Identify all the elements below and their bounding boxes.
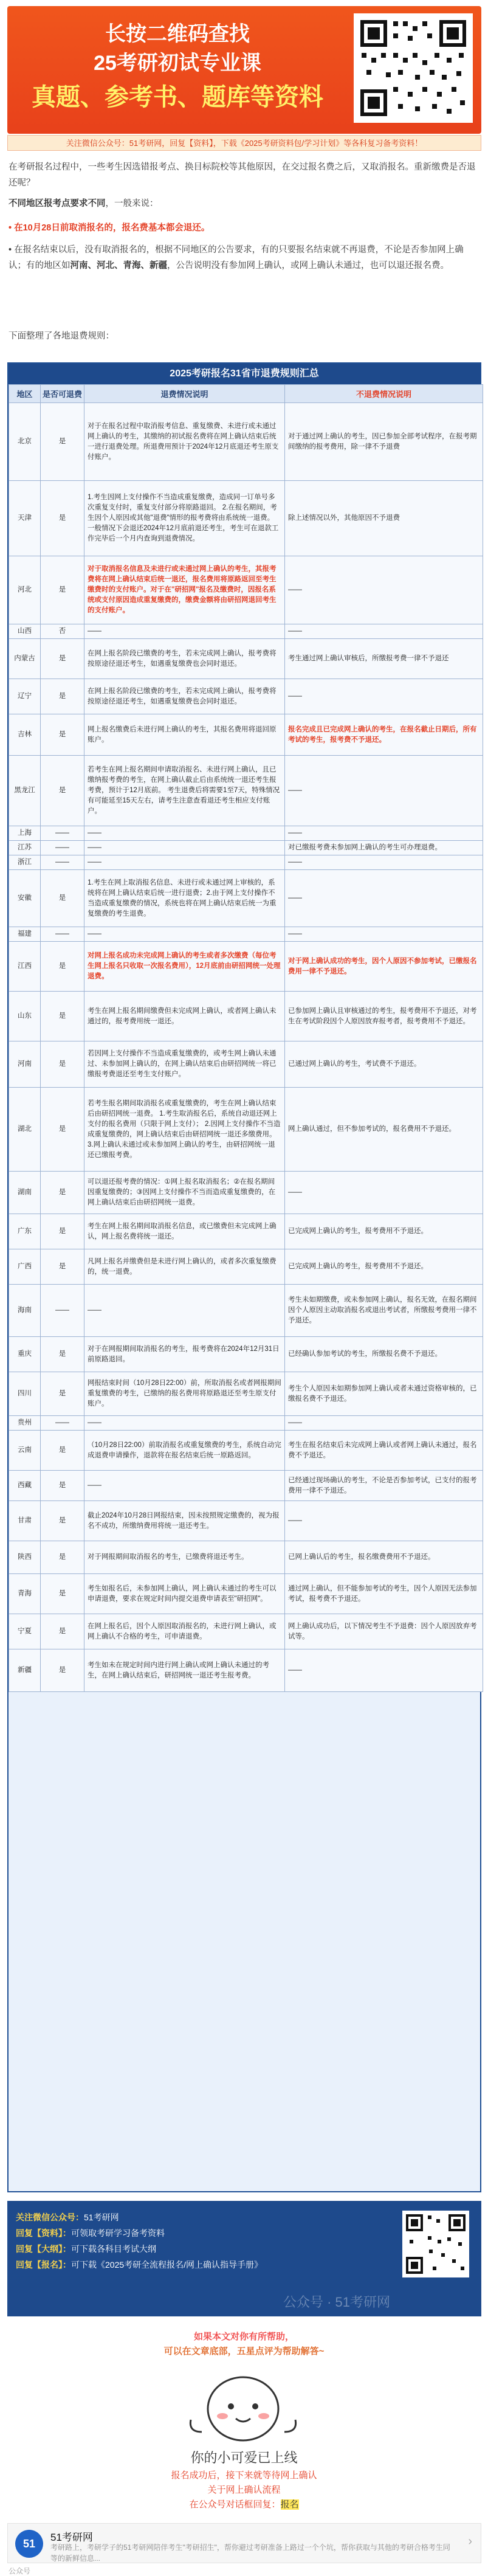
region-cell: 河南 <box>9 1041 41 1088</box>
table-row <box>9 1249 483 1285</box>
refund-detail-cell: 考生在网上报名期间取消报名信息，或已缴费但未完成网上确认，网上报名费将统一退还。 <box>84 1214 285 1249</box>
info-value-1: 51考研网 <box>84 2212 119 2222</box>
no-refund-cell: 考生通过网上确认审核后，所缴报考费一律不予退还 <box>285 639 483 679</box>
no-refund-cell: 已网上确认后的考生，报名缴费费用不予退还。 <box>285 1541 483 1574</box>
refund-table-grid <box>9 384 483 1692</box>
refund-detail-cell: 考生在网上报名期间缴费但未完成网上确认，或者网上确认未通过的，报考费用统一退还。 <box>84 992 285 1041</box>
refundable-cell: 是 <box>41 1088 84 1172</box>
refundable-cell: 是 <box>41 556 84 624</box>
region-cell: 黑龙江 <box>9 756 41 826</box>
no-refund-cell: 已完成网上确认的考生，报考费用不予退还。 <box>285 1249 483 1285</box>
no-refund-cell: 通过网上确认，但不能参加考试的考生，因个人原因无法参加考试，报考费不予退还。 <box>285 1574 483 1614</box>
refundable-cell: —— <box>41 1285 84 1337</box>
bullet-2-text-b: ，公告说明没有参加网上确认，或网上确认未通过，也可以退还报名费。 <box>167 261 449 271</box>
region-cell: 福建 <box>9 927 41 942</box>
region-cell: 广东 <box>9 1214 41 1249</box>
no-refund-cell: —— <box>285 1501 483 1541</box>
region-cell: 山西 <box>9 624 41 639</box>
refund-detail-cell: 网报结束时间（10月28日22:00）前，所取消报名或者网报期间重复缴费的考生，已缴纳的报名费用将原路退还至考生原支付账户。 <box>84 1372 285 1416</box>
region-cell: 吉林 <box>9 714 41 756</box>
region-cell: 辽宁 <box>9 679 41 714</box>
table-row <box>9 1088 483 1172</box>
follow-info-box <box>7 2201 481 2316</box>
table-row <box>9 556 483 624</box>
refund-detail-cell: 1.考生在网上取消报名信息、未进行或未通过网上审核的，系统将在网上确认结束后统一进行退费；2.由于网上支付操作不当造成重复缴费的情况，系统也将在网上确认结束后统一为重复缴费的考生退费。 <box>84 870 285 927</box>
region-cell: 山东 <box>9 992 41 1041</box>
no-refund-cell: 对已缴报考费未参加网上确认的考生可办理退费。 <box>285 841 483 855</box>
refundable-cell: 是 <box>41 679 84 714</box>
refund-detail-cell: 凡网上报名并缴费但是未进行网上确认的，或者多次重复缴费的，统一退费。 <box>84 1249 285 1285</box>
info-label-2: 回复【资料】： <box>16 2228 71 2238</box>
table-row <box>9 1471 483 1501</box>
qr-code-small[interactable] <box>402 2211 469 2277</box>
header-refundable: 是否可退费 <box>41 385 84 403</box>
table-row <box>9 992 483 1041</box>
no-refund-cell: 除上述情况以外，其他原因不予退费 <box>285 481 483 556</box>
no-refund-cell: —— <box>285 679 483 714</box>
region-cell: 宁夏 <box>9 1614 41 1649</box>
region-cell: 新疆 <box>9 1649 41 1692</box>
account-card[interactable] <box>7 2523 481 2563</box>
refundable-cell: 是 <box>41 1249 84 1285</box>
table-row <box>9 481 483 556</box>
refund-detail-cell: 若考生在网上报名期间申请取消报名、未进行网上确认，且已缴纳报考费的考生，在网上确认截止后由系统统一退还考生报考费，预计于12月底前。 考生退费后将需要1至7天，特殊情况有可能延至15天左右，请考生注意查看退还考生相应支付账户。 <box>84 756 285 826</box>
refund-detail-cell: 1.考生因网上支付操作不当造成重复缴费，造成同一订单号多次重复支付时，重复支付部分将原路退回。 2.在报名期间，考生因个人原因或其他"退费"情形的报考费将由系统统一退费。 一般情况下会退还2024年12月底前退还考生，考生可在退款工作完毕后一个月内查询到退费情况。 <box>84 481 285 556</box>
region-cell: 浙江 <box>9 855 41 870</box>
refund-rules-table <box>7 362 481 2192</box>
refundable-cell: 是 <box>41 1574 84 1614</box>
table-row <box>9 826 483 841</box>
region-cell: 海南 <box>9 1285 41 1337</box>
region-cell: 甘肃 <box>9 1501 41 1541</box>
region-cell: 重庆 <box>9 1337 41 1372</box>
table-row <box>9 1501 483 1541</box>
table-row <box>9 1372 483 1416</box>
table-row <box>9 927 483 942</box>
refundable-cell: 是 <box>41 1649 84 1692</box>
info-value-4: 可下载《2025考研全流程报名/网上确认指导手册》 <box>71 2260 263 2270</box>
region-cell: 西藏 <box>9 1471 41 1501</box>
table-row <box>9 870 483 927</box>
table-row <box>9 1649 483 1692</box>
region-cell: 云南 <box>9 1431 41 1471</box>
refundable-cell: 是 <box>41 1501 84 1541</box>
no-refund-cell: —— <box>285 556 483 624</box>
refundable-cell: 是 <box>41 1214 84 1249</box>
refundable-cell: 是 <box>41 1431 84 1471</box>
refund-detail-cell: —— <box>84 1416 285 1431</box>
refundable-cell: 是 <box>41 942 84 992</box>
header-no-refund: 不退费情况说明 <box>285 385 483 403</box>
info-label-3: 回复【大纲】： <box>16 2244 71 2254</box>
refund-detail-cell: 对于在报名过程中取消报考信息、重复缴费、未进行或未通过网上确认的考生，其缴纳的初试报名费将在网上确认结束后统一进行退费处理。所退费用预计于2024年12月底退还考生原支付账户。 <box>84 403 285 481</box>
header-region: 地区 <box>9 385 41 403</box>
qr-code[interactable] <box>354 13 473 123</box>
banner-line-2: 25考研初试专业课 <box>94 52 261 75</box>
chevron-right-icon[interactable]: › <box>468 2535 472 2548</box>
table-intro: 下面整理了各地退费规则： <box>9 331 114 341</box>
table-row <box>9 403 483 481</box>
top-banner[interactable] <box>7 6 481 134</box>
account-description: 考研路上，考研学子的51考研网陪伴考生"考研招生"，帮你避过考研准备上路过一个个坑，帮你获取与其他的考研合格考生同等的新鲜信息... <box>50 2543 450 2563</box>
table-row <box>9 756 483 826</box>
intro-paragraph: 在考研报名过程中，一些考生因选错报考点、换目标院校等其他原因，在交过报名费之后，又取消报名。重新缴费是否退还呢？ <box>9 162 476 188</box>
region-cell: 湖南 <box>9 1172 41 1214</box>
refund-detail-cell: 在网上报名阶段已缴费的考生，若未完成网上确认，报考费将按原途径退还考生，如遇重复缴费也会同时退还。 <box>84 639 285 679</box>
table-row <box>9 942 483 992</box>
bullet-after-deadline: • 在报名结束以后，没有取消报名的，根据不同地区的公告要求，有的只要报名结束就不再退费，不论是否参加网上确认；有的地区如河南、河北、青海、新疆，公告说明没有参加网上确认，或网上确认未通过，也可以退还报名费。 <box>9 245 464 271</box>
table-row <box>9 714 483 756</box>
table-body <box>9 403 483 1692</box>
no-refund-cell: —— <box>285 855 483 870</box>
bullet-2-regions: 河南、河北、青海、新疆 <box>70 261 167 271</box>
cute-heading-1: 如果本文对你有所帮助， <box>193 2332 294 2342</box>
refund-detail-cell: —— <box>84 1471 285 1501</box>
refund-detail-cell: 若考生报名期间取消报名或重复缴费的，考生在网上确认结束后由研招网统一退费。 1.考生取消报名后，系统自动退还网上支付的报名费用（只限于网上支付）； 2.因网上支付操作不当造成重复缴费的，网上确认结束后由研招网统一退还多缴费用。 3.网上确认未通过或未参加网上确认的考生，由研招网统一退还已缴报考费。 <box>84 1088 285 1172</box>
refundable-cell: —— <box>41 927 84 942</box>
refund-detail-cell: —— <box>84 826 285 841</box>
no-refund-cell: —— <box>285 927 483 942</box>
header-refund-detail: 退费情况说明 <box>84 385 285 403</box>
no-refund-cell: 考生未如期缴费，或未参加网上确认，报名无效，在报名期间因个人原因主动取消报名或退出考试者，所缴报考费用一律不予退还。 <box>285 1285 483 1337</box>
banner-line-1: 长按二维码查找 <box>105 22 250 46</box>
refundable-cell: —— <box>41 1416 84 1431</box>
table-row <box>9 1614 483 1649</box>
region-cell: 湖北 <box>9 1088 41 1172</box>
no-refund-cell: —— <box>285 1416 483 1431</box>
region-cell: 安徽 <box>9 870 41 927</box>
refundable-cell: 是 <box>41 481 84 556</box>
banner-line-3: 真题、参考书、题库等资料 <box>32 84 323 111</box>
no-refund-cell: —— <box>285 1172 483 1214</box>
no-refund-cell: —— <box>285 624 483 639</box>
account-label: 公众号 <box>9 2567 31 2575</box>
refundable-cell: 是 <box>41 756 84 826</box>
table-row <box>9 841 483 855</box>
table-row <box>9 1574 483 1614</box>
region-cell: 内蒙古 <box>9 639 41 679</box>
table-row <box>9 1541 483 1574</box>
info-value-3: 可下载各科目考试大纲 <box>71 2244 156 2254</box>
cute-keyword: 报名 <box>280 2499 299 2510</box>
rules-heading-bold: 不同地区报考点要求不同 <box>9 199 106 209</box>
no-refund-cell: 报名完成且已完成网上确认的考生，在报名截止日期后，所有考试的考生，报考费不予退还。 <box>285 714 483 756</box>
account-name: 51考研网 <box>50 2532 93 2543</box>
cute-line-2: 关于网上确认流程 <box>207 2485 281 2495</box>
region-cell: 河北 <box>9 556 41 624</box>
refundable-cell: —— <box>41 855 84 870</box>
refund-detail-cell: 对于取消报名信息及未进行或未通过网上确认的考生，其报考费将在网上确认结束后统一退还，报名费用将原路返回至考生缴费时的支付账户。对于在"研招网"报名及缴费时，因报名系统或支付原因造成重复缴费的，缴费金额将由研招网退回考生的支付账户。 <box>84 556 285 624</box>
no-refund-cell: 已参加网上确认且审核通过的考生，报考费用不予退还，对考生在考试阶段因个人原因放弃报考者，报考费用不予退还。 <box>285 992 483 1041</box>
table-row <box>9 679 483 714</box>
info-label-1: 关注微信公众号： <box>16 2212 84 2222</box>
refund-detail-cell: 考生如报名后，未参加网上确认，网上确认未通过的考生可以申请退费，要求在规定时间内提交退费申请表至"研招网"。 <box>84 1574 285 1614</box>
account-logo: 51 <box>15 2530 43 2558</box>
table-row <box>9 1041 483 1088</box>
table-row <box>9 1337 483 1372</box>
refundable-cell: 是 <box>41 1471 84 1501</box>
refund-detail-cell: 对于网报期间取消报名的考生，已缴费将退还考生。 <box>84 1541 285 1574</box>
refund-detail-cell: 可以退还报考费的情况：①网上报名取消报名；②在报名期间因重复缴费的；③因网上支付操作不当而造成重复缴费的，在网上确认结束后由研招网统一退费。 <box>84 1172 285 1214</box>
refund-detail-cell: —— <box>84 624 285 639</box>
table-row <box>9 855 483 870</box>
refundable-cell: 是 <box>41 992 84 1041</box>
refund-detail-cell: 截止2024年10月28日网报结束，因未按照规定缴费的，视为报名不成功，所缴纳费用将统一退还考生。 <box>84 1501 285 1541</box>
refundable-cell: 是 <box>41 714 84 756</box>
no-refund-cell: 已通过网上确认的考生，考试费不予退还。 <box>285 1041 483 1088</box>
cute-character-illustration <box>164 2359 322 2487</box>
no-refund-cell: 已完成网上确认的考生，报考费用不予退还。 <box>285 1214 483 1249</box>
refundable-cell: 是 <box>41 1372 84 1416</box>
no-refund-cell: 对于网上确认成功的考生，因个人原因不参加考试，已缴报名费用一律不予退还。 <box>285 942 483 992</box>
region-cell: 陕西 <box>9 1541 41 1574</box>
watermark: 公众号 · 51考研网 <box>283 2295 390 2310</box>
refund-detail-cell: 网上报名缴费后未进行网上确认的考生，其报名费用将退回原账户。 <box>84 714 285 756</box>
rules-heading <box>9 196 480 212</box>
region-cell: 上海 <box>9 826 41 841</box>
refund-detail-cell: 若因网上支付操作不当造成重复缴费的，或考生网上确认未通过、未参加网上确认的，在网上确认结束后由研招网统一将已缴报考费退还至考生支付账户。 <box>84 1041 285 1088</box>
no-refund-cell: 已经通过现场确认的考生，不论是否参加考试，已支付的报考费用一律不予退还。 <box>285 1471 483 1501</box>
refundable-cell: 是 <box>41 403 84 481</box>
refundable-cell: 是 <box>41 1041 84 1088</box>
bullet-1-text: 在10月28日前取消报名的，报名费基本都会退还。 <box>14 223 210 233</box>
info-value-2: 可领取考研学习备考资料 <box>71 2228 165 2238</box>
table-header-row <box>9 385 483 403</box>
refundable-cell: —— <box>41 841 84 855</box>
refundable-cell: 是 <box>41 1172 84 1214</box>
refund-detail-cell: 对于在网报期间取消报名的考生，报考费将在2024年12月31日前原路退回。 <box>84 1337 285 1372</box>
table-row <box>9 639 483 679</box>
refundable-cell: 是 <box>41 639 84 679</box>
refund-detail-cell: —— <box>84 841 285 855</box>
table-row <box>9 1431 483 1471</box>
refund-detail-cell: —— <box>84 855 285 870</box>
region-cell: 青海 <box>9 1574 41 1614</box>
no-refund-cell: 对于通过网上确认的考生，因已参加全部考试程序，在报考期间缴纳的报考费用，除一律不予退费 <box>285 403 483 481</box>
refund-detail-cell: —— <box>84 927 285 942</box>
region-cell: 北京 <box>9 403 41 481</box>
cute-line-3 <box>0 2498 488 2510</box>
no-refund-cell: 考生在报名结束后未完成网上确认或者网上确认未通过，报名费不予退还。 <box>285 1431 483 1471</box>
no-refund-cell: 网上确认通过，但不参加考试的，报名费用不予退还。 <box>285 1088 483 1172</box>
refund-detail-cell: 考生如未在规定时间内进行网上确认或网上确认未通过的考生，在网上确认结束后，研招网统一退还考生报考费。 <box>84 1649 285 1692</box>
region-cell: 江苏 <box>9 841 41 855</box>
refund-detail-cell: 在网上报名后，因个人原因取消报名的，未进行网上确认，或网上确认不合格的考生，可申请退费。 <box>84 1614 285 1649</box>
no-refund-cell: 已经确认参加考试的考生，所缴报名费不予退还。 <box>285 1337 483 1372</box>
table-row <box>9 1214 483 1249</box>
refundable-cell: 是 <box>41 1541 84 1574</box>
cute-caption: 你的小可爱已上线 <box>190 2450 298 2465</box>
banner-footer: 关注微信公众号：51考研网，回复【资料】，下载《2025考研资料包/学习计划》等各科复习备考资料！ <box>7 135 481 151</box>
refund-detail-cell: （10月28日22:00）前取消报名或重复缴费的考生，系统自动完成退费申请操作，退款将在报名结束后统一原路返回。 <box>84 1431 285 1471</box>
no-refund-cell: —— <box>285 756 483 826</box>
refundable-cell: 是 <box>41 1614 84 1649</box>
no-refund-cell: —— <box>285 826 483 841</box>
no-refund-cell: 考生个人原因未如期参加网上确认或者未通过资格审核的，已缴报名费不予退还。 <box>285 1372 483 1416</box>
table-row <box>9 1172 483 1214</box>
refundable-cell: 是 <box>41 870 84 927</box>
rules-heading-rest: ，一般来说： <box>105 199 159 209</box>
refund-detail-cell: 对网上报名成功未完成网上确认的考生或者多次缴费（每位考生网上报名只收取一次报名费用），12月底前由研招网统一处理退费。 <box>84 942 285 992</box>
table-row <box>9 1285 483 1337</box>
refundable-cell: —— <box>41 826 84 841</box>
region-cell: 贵州 <box>9 1416 41 1431</box>
no-refund-cell: 网上确认成功后，以下情况考生不予退费：因个人原因放弃考试等。 <box>285 1614 483 1649</box>
cute-heading-2: 可以在文章底部，五星点评为帮助解答~ <box>163 2346 325 2357</box>
cute-line-1: 报名成功后，接下来就等待网上确认 <box>171 2470 317 2481</box>
refund-detail-cell: 在网上报名阶段已缴费的考生，若未完成网上确认，报考费将按原途径退还考生，如遇重复缴费也会同时退还。 <box>84 679 285 714</box>
refundable-cell: 否 <box>41 624 84 639</box>
region-cell: 广西 <box>9 1249 41 1285</box>
no-refund-cell: —— <box>285 870 483 927</box>
cute-line-3-a: 在公众号对话框回复： <box>189 2499 281 2510</box>
table-title: 2025考研报名31省市退费规则汇总 <box>9 364 480 384</box>
bullet-refund-before-deadline: • 在10月28日前取消报名的，报名费基本都会退还。 <box>9 223 210 233</box>
info-label-4: 回复【报名】： <box>16 2260 71 2270</box>
region-cell: 江西 <box>9 942 41 992</box>
region-cell: 四川 <box>9 1372 41 1416</box>
region-cell: 天津 <box>9 481 41 556</box>
no-refund-cell: —— <box>285 1649 483 1692</box>
table-row <box>9 624 483 639</box>
refundable-cell: 是 <box>41 1337 84 1372</box>
table-row <box>9 1416 483 1431</box>
refund-detail-cell: —— <box>84 1285 285 1337</box>
bullet-2-text-a: 在报名结束以后，没有取消报名的，根据不同地区的公告要求，有的只要报名结束就不再退费，不论是否参加网上确认；有的地区如 <box>9 245 464 271</box>
